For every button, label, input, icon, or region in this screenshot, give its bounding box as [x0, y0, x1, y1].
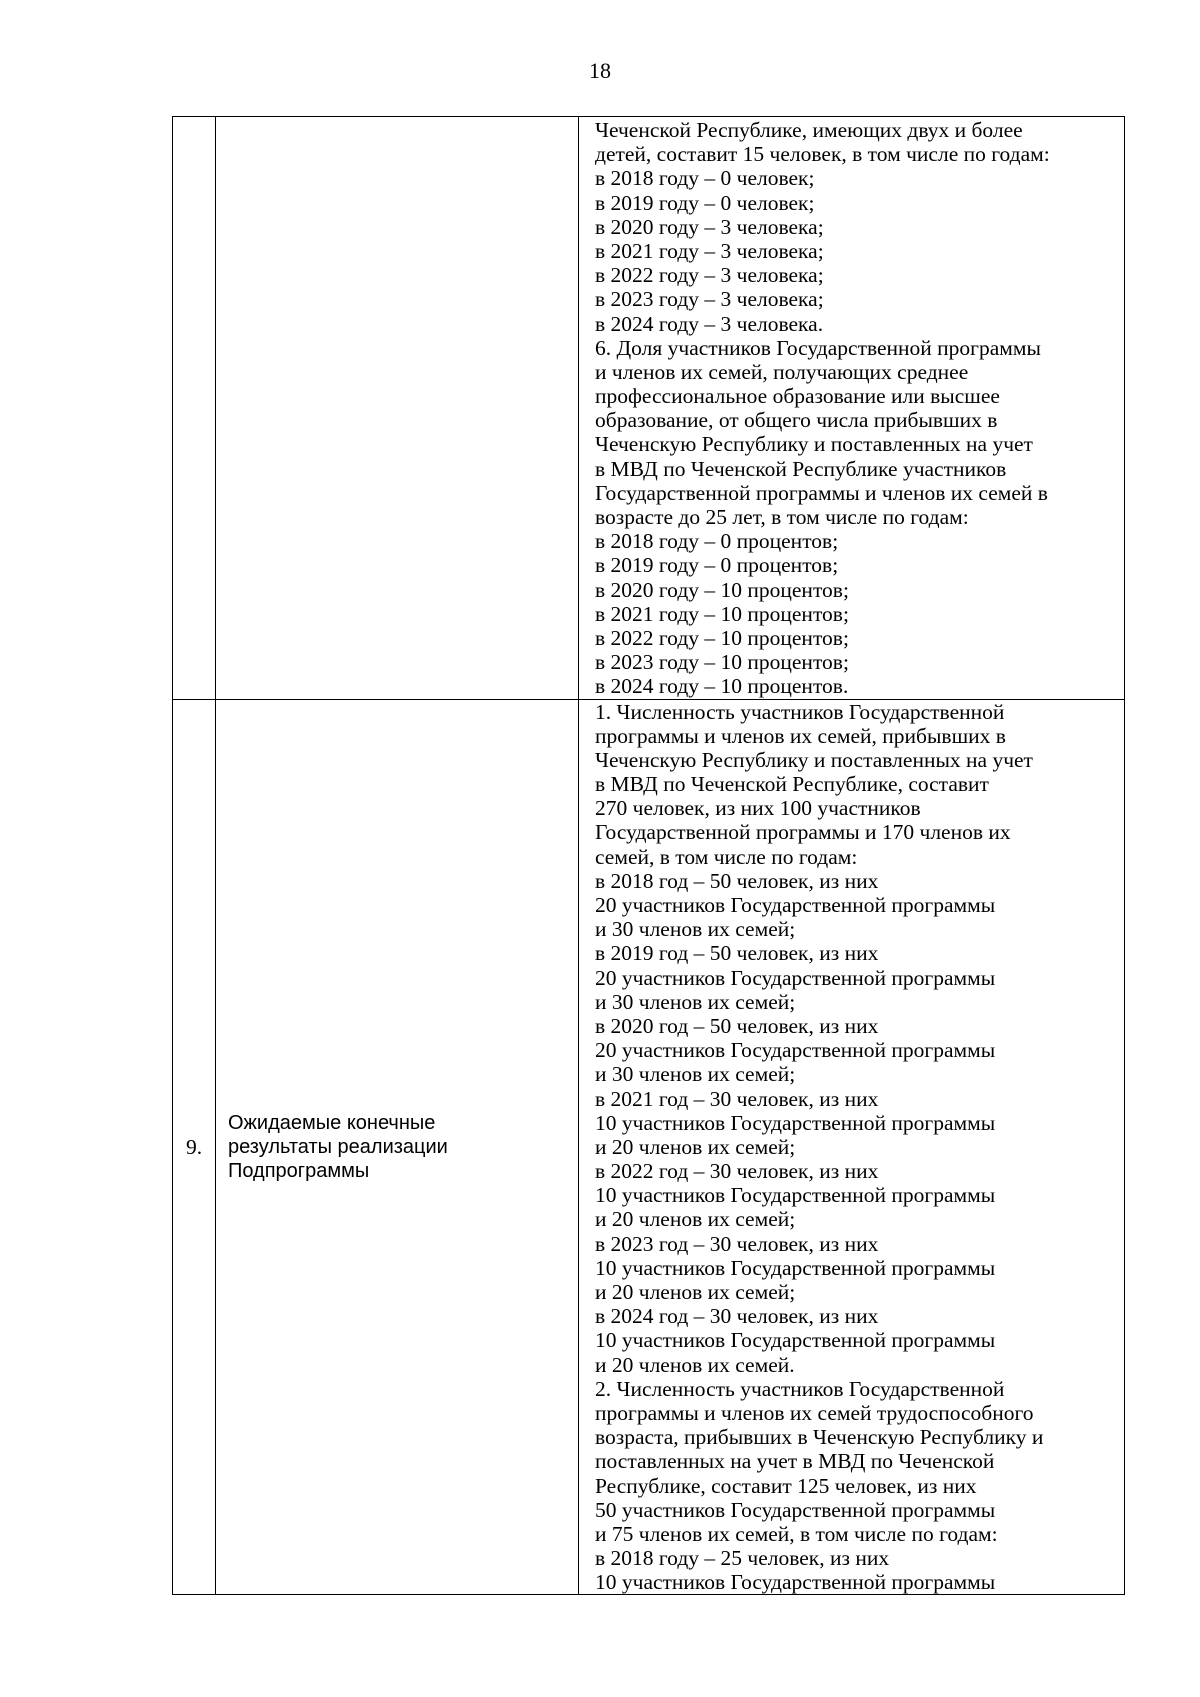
text-line: образование, от общего числа прибывших в: [595, 408, 998, 433]
row-content-cell: [579, 117, 1125, 700]
text-line: в 2022 году – 3 человека;: [595, 263, 824, 288]
text-line: в 2024 год – 30 человек, из них: [595, 1304, 879, 1329]
text-line: семей, в том числе по годам:: [595, 844, 858, 869]
row-name-cell: [216, 699, 579, 1595]
text-line: в 2020 год – 50 человек, из них: [595, 1013, 879, 1038]
text-line: и 75 членов их семей, в том числе по годам:: [595, 1521, 998, 1546]
text-line: в 2024 году – 10 процентов.: [595, 674, 849, 699]
text-line: в 2019 году – 0 процентов;: [595, 553, 839, 578]
row-number-cell: [173, 117, 216, 700]
passport-table: [172, 116, 1125, 1595]
text-line: в МВД по Чеченской Республике, составит: [595, 772, 989, 797]
text-line: в 2018 году – 25 человек, из них: [595, 1546, 890, 1571]
row-name-line: результаты реализации: [228, 1135, 448, 1158]
text-line: в 2024 году – 3 человека.: [595, 311, 824, 336]
text-line: Государственной программы и членов их семей в: [595, 480, 1048, 505]
text-line: профессиональное образование или высшее: [595, 384, 1000, 409]
text-line: и членов их семей, получающих среднее: [595, 359, 969, 384]
text-line: возрасте до 25 лет, в том числе по годам:: [595, 505, 969, 529]
text-line: 2. Численность участников Государственной: [595, 1376, 1005, 1401]
row-name-cell: [216, 117, 579, 700]
text-line: и 20 членов их семей;: [595, 1207, 796, 1232]
text-line: 20 участников Государственной программы: [595, 893, 996, 917]
text-line: и 30 членов их семей;: [595, 989, 796, 1014]
text-line: 1. Численность участников Государственной: [595, 699, 1005, 724]
text-line: Республике, составит 125 человек, из них: [595, 1473, 977, 1498]
text-line: 20 участников Государственной программы: [595, 965, 996, 990]
text-line: 10 участников Государственной программы: [595, 1255, 996, 1280]
text-line: в 2021 году – 3 человека;: [595, 238, 824, 263]
text-line: в 2020 году – 3 человека;: [595, 214, 824, 239]
text-line: 10 участников Государственной программы: [595, 1183, 996, 1208]
text-line: Чеченскую Республику и поставленных на учет: [595, 432, 1033, 457]
text-line: в 2023 году – 10 процентов;: [595, 650, 849, 675]
text-line: в 2023 году – 3 человека;: [595, 287, 824, 312]
text-line: 270 человек, из них 100 участников: [595, 796, 921, 821]
row-name-line: Ожидаемые конечные: [228, 1111, 436, 1134]
text-line: программы и членов их семей, прибывших в: [595, 723, 1006, 748]
text-line: в 2018 год – 50 человек, из них: [595, 868, 879, 893]
table-row: [173, 117, 1125, 700]
text-line: программы и членов их семей трудоспособного: [595, 1400, 1034, 1425]
page-number: 18: [589, 58, 611, 83]
text-line: в 2019 год – 50 человек, из них: [595, 941, 879, 966]
text-line: в 2018 году – 0 человек;: [595, 166, 815, 191]
text-line: детей, составит 15 человек, в том числе по годам:: [595, 142, 1050, 167]
text-line: поставленных на учет в МВД по Чеченской: [595, 1449, 995, 1474]
text-line: в 2019 году – 0 человек;: [595, 190, 815, 215]
row-content-cell: [579, 699, 1125, 1595]
row-number-cell: 9.: [173, 699, 216, 1595]
text-line: и 20 членов их семей.: [595, 1352, 795, 1377]
text-line: возраста, прибывших в Чеченскую Республику и: [595, 1425, 1044, 1450]
text-line: 50 участников Государственной программы: [595, 1497, 996, 1522]
text-line: 10 участников Государственной программы: [595, 1110, 996, 1135]
text-line: в 2018 году – 0 процентов;: [595, 529, 839, 554]
text-line: в 2023 год – 30 человек, из них: [595, 1231, 879, 1256]
text-line: и 20 членов их семей;: [595, 1134, 796, 1159]
text-line: 10 участников Государственной программы: [595, 1570, 996, 1595]
text-line: в МВД по Чеченской Республике участников: [595, 456, 1007, 481]
text-line: 10 участников Государственной программы: [595, 1328, 996, 1353]
text-line: в 2022 год – 30 человек, из них: [595, 1159, 879, 1184]
text-line: и 30 членов их семей;: [595, 917, 796, 942]
text-line: в 2021 год – 30 человек, из них: [595, 1086, 879, 1111]
text-line: и 20 членов их семей;: [595, 1280, 796, 1304]
text-line: Чеченской Республике, имеющих двух и более: [595, 118, 1023, 142]
text-line: 6. Доля участников Государственной программы: [595, 335, 1041, 360]
text-line: Чеченскую Республику и поставленных на учет: [595, 747, 1033, 772]
text-line: в 2021 году – 10 процентов;: [595, 601, 849, 626]
text-line: Государственной программы и 170 членов их: [595, 820, 1011, 845]
row-name-line: Подпрограммы: [228, 1160, 370, 1183]
text-line: 20 участников Государственной программы: [595, 1038, 996, 1063]
table-row: [173, 699, 1125, 1595]
text-line: и 30 членов их семей;: [595, 1062, 796, 1087]
text-line: в 2020 году – 10 процентов;: [595, 577, 849, 602]
text-line: в 2022 году – 10 процентов;: [595, 625, 849, 650]
